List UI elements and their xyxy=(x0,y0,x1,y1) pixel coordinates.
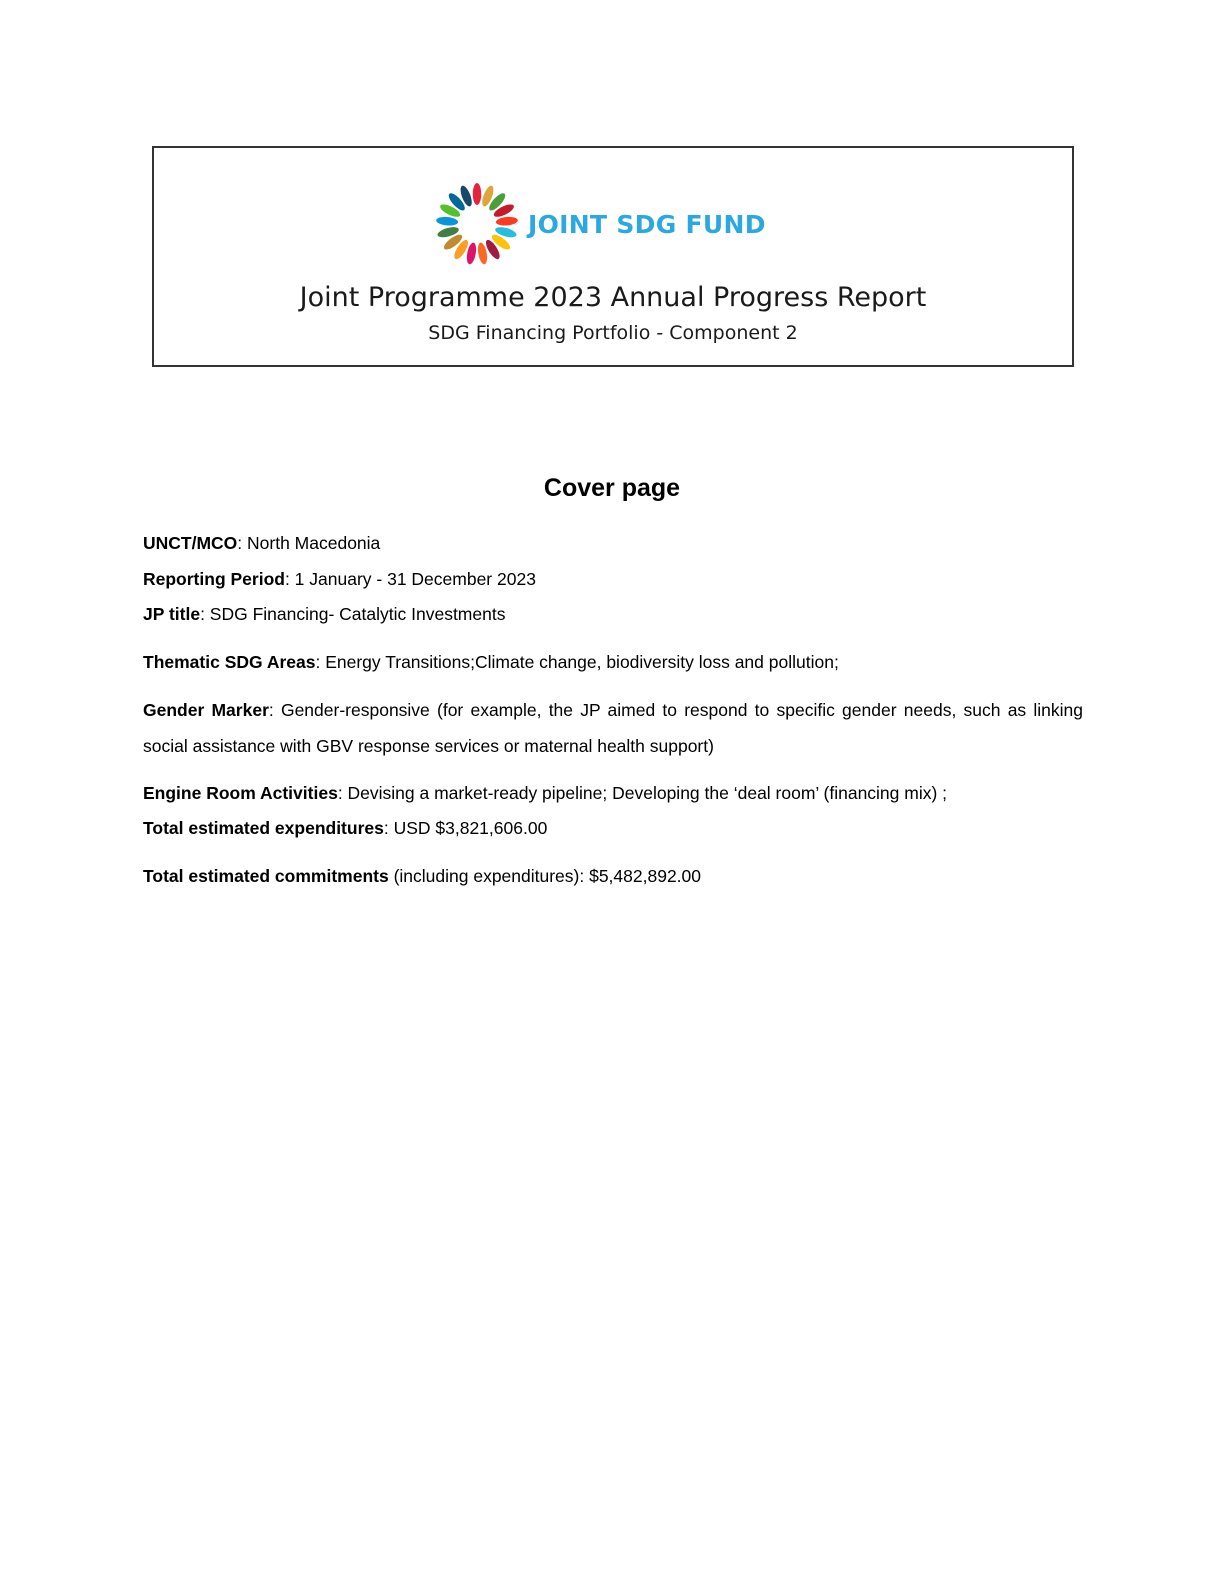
field-reporting-period xyxy=(143,561,1083,597)
sdg-wheel-petal xyxy=(496,216,519,226)
sdg-wheel-petal xyxy=(473,183,481,205)
report-subtitle: SDG Financing Portfolio - Component 2 xyxy=(428,322,798,344)
field-label: UNCT/MCO xyxy=(143,533,238,553)
report-title: Joint Programme 2023 Annual Progress Report xyxy=(299,282,927,313)
field-value: : USD $3,821,606.00 xyxy=(383,818,548,838)
field-value: : North Macedonia xyxy=(237,533,381,553)
report-header-frame xyxy=(152,146,1074,367)
field-value: : Energy Transitions;Climate change, biodiversity loss and pollution; xyxy=(315,652,839,672)
field-value: (including expenditures): $5,482,892.00 xyxy=(388,866,702,886)
sdg-wheel-petal xyxy=(436,216,459,226)
field-jp-title xyxy=(143,596,1083,632)
field-total-expenditures xyxy=(143,810,1083,846)
field-thematic-sdg-areas xyxy=(143,644,1083,680)
joint-sdg-fund-logo xyxy=(434,182,766,266)
field-total-commitments xyxy=(143,858,1083,894)
sdg-color-wheel-icon xyxy=(434,182,520,266)
field-label: Engine Room Activities xyxy=(143,783,338,803)
field-label: Thematic SDG Areas xyxy=(143,652,316,672)
field-unct-mco xyxy=(143,525,1083,561)
field-label: Reporting Period xyxy=(143,569,285,589)
field-engine-room-activities xyxy=(143,775,1083,811)
field-value: : Devising a market-ready pipeline; Developing the ‘deal room’ (financing mix) ; xyxy=(337,783,948,803)
field-value: : 1 January - 31 December 2023 xyxy=(284,569,536,589)
field-gender-marker xyxy=(143,692,1083,764)
field-value: : SDG Financing- Catalytic Investments xyxy=(200,604,506,624)
cover-page-heading: Cover page xyxy=(543,474,681,502)
field-label: Gender Marker xyxy=(143,700,269,720)
field-label: Total estimated expenditures xyxy=(143,818,384,838)
field-label: JP title xyxy=(143,604,201,624)
logo-text: JOINT SDG FUND xyxy=(528,209,766,239)
field-label: Total estimated commitments xyxy=(143,866,389,886)
field-value: : Gender-responsive (for example, the JP aimed to respond to specific gender needs, such as linking social assistance with GBV response services or maternal health support) xyxy=(143,700,1084,756)
